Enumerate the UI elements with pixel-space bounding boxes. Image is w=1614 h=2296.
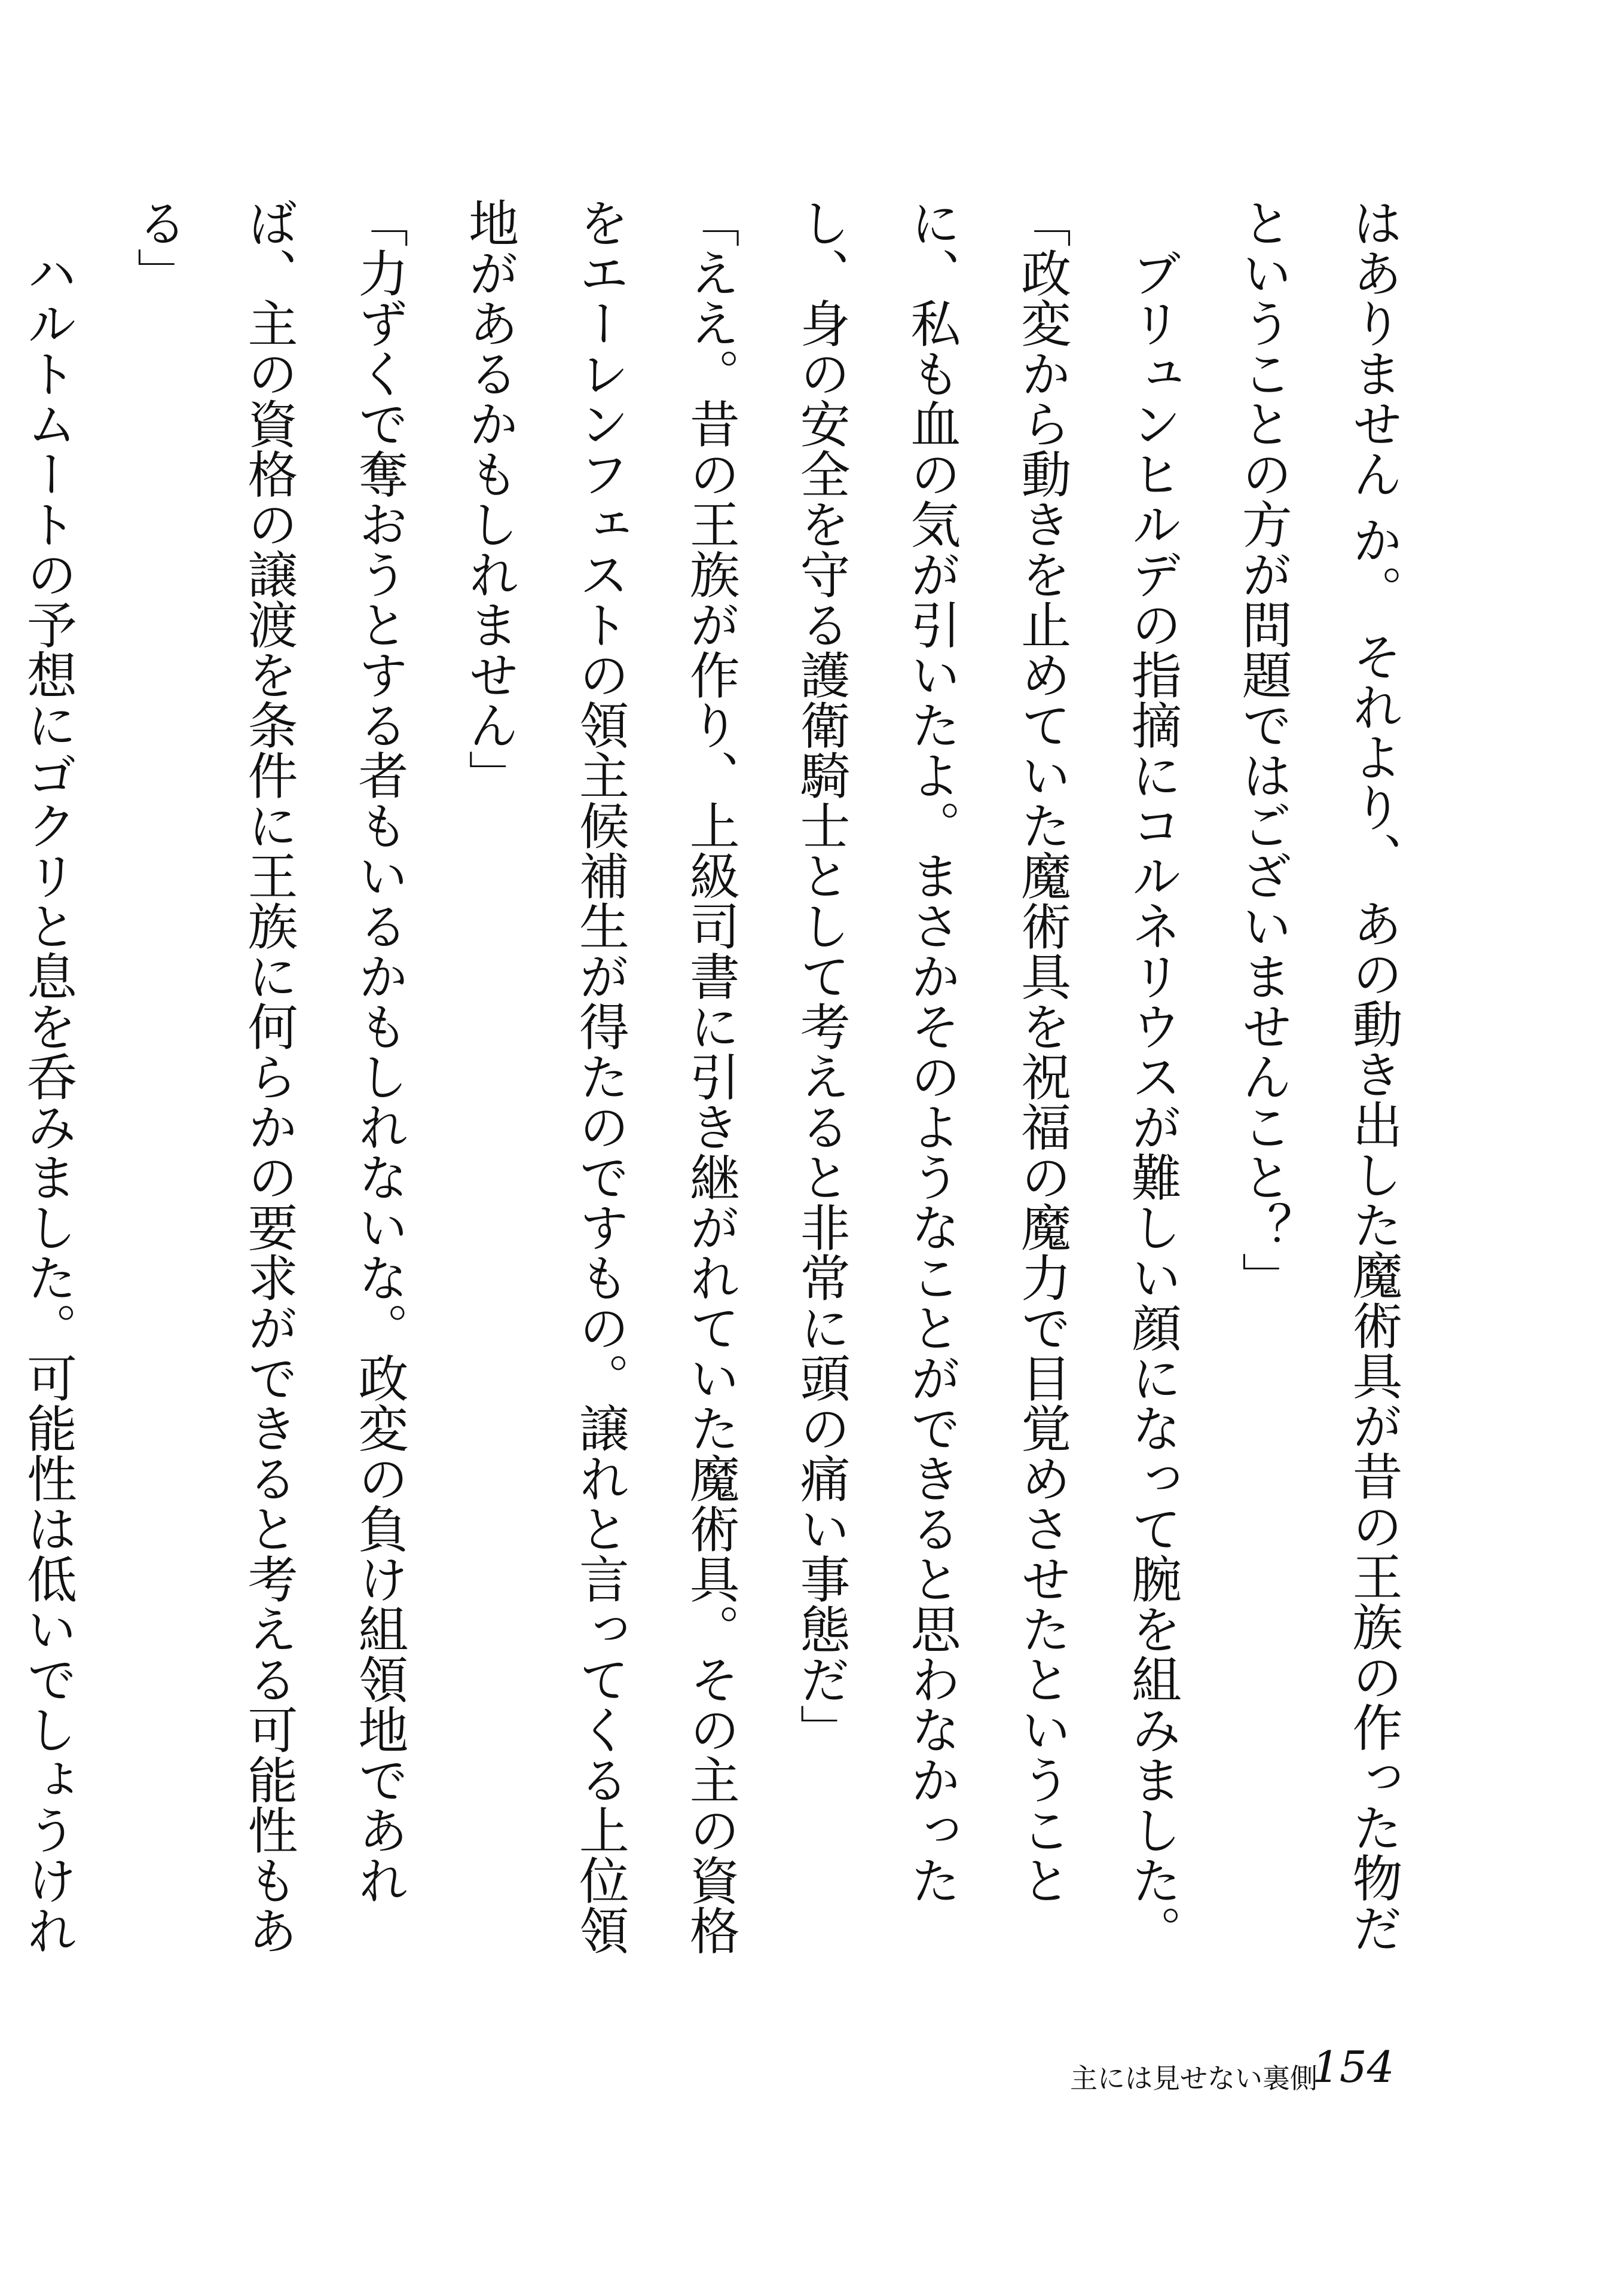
paragraph-1: はありません か。 それより、 あの動き出した魔術具が昔の王族の作った物だということの方が問題ではございませんこと？」 xyxy=(1234,197,1403,1953)
running-footer-title: 主には見せない裏側 xyxy=(1070,2062,1318,2095)
paragraph-5: 「力ずくで奪おうとする者もいるかもしれないな。政変の負け組領地であれば、主の資格の譲渡を条件に王族に何らかの要求ができると考える可能性もある」 xyxy=(129,197,409,1955)
paragraph-6: ハルトムートの予想にゴクリと息を呑みました。可能性は低いでしょうけれ xyxy=(19,248,78,1955)
paragraph-2: ブリュンヒルデの指摘にコルネリウスが難しい顔になって腕を組みました。 xyxy=(1123,248,1182,1955)
paragraph-3: 「政変から動きを止めていた魔術具を祝福の魔力で目覚めさせたということに、私も血の気が引いたよ。まさかそのようなことができると思わなかったし、身の安全を守る護衛騎士として考えると非常に頭の痛い事態だ」 xyxy=(792,197,1072,1905)
paragraph-4: 「ええ。昔の王族が作り、上級司書に引き継がれていた魔術具。その主の資格をエーレンフェストの領主候補生が得たのですもの。譲れと言ってくる上位領地があるかもしれません」 xyxy=(460,197,741,1955)
page-number: 154 xyxy=(1312,2042,1395,2092)
body-text xyxy=(19,197,1429,1997)
